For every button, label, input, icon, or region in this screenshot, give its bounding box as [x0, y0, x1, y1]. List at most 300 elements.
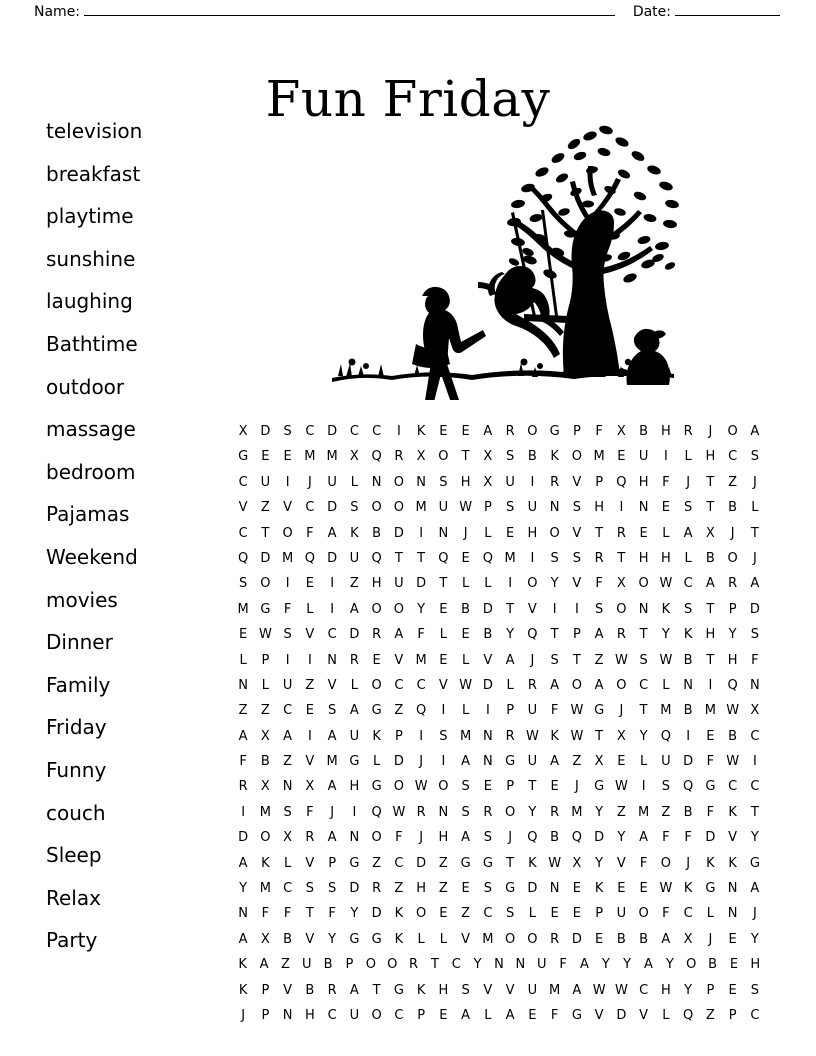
grid-cell[interactable]: O — [686, 957, 697, 973]
grid-cell[interactable]: L — [462, 576, 470, 592]
grid-cell[interactable]: O — [393, 474, 404, 490]
grid-cell[interactable]: W — [258, 627, 272, 643]
grid-cell[interactable]: I — [441, 754, 446, 770]
grid-cell[interactable]: X — [349, 449, 359, 465]
grid-cell[interactable]: E — [439, 652, 448, 668]
grid-cell[interactable]: P — [572, 627, 581, 643]
grid-cell[interactable]: E — [506, 525, 515, 541]
grid-cell[interactable]: L — [417, 931, 425, 947]
word-list-item[interactable]: playtime — [46, 204, 134, 229]
grid-cell[interactable]: H — [438, 982, 449, 998]
grid-cell[interactable]: Z — [280, 957, 290, 973]
grid-cell[interactable]: C — [639, 677, 649, 693]
grid-cell[interactable]: B — [260, 754, 270, 770]
grid-cell[interactable]: T — [617, 550, 626, 566]
grid-cell[interactable]: R — [416, 804, 426, 820]
grid-cell[interactable]: T — [528, 779, 537, 795]
grid-cell[interactable]: G — [705, 881, 716, 897]
grid-cell[interactable]: Y — [623, 957, 632, 973]
grid-cell[interactable]: M — [460, 728, 472, 744]
grid-cell[interactable]: J — [241, 1007, 246, 1023]
grid-cell[interactable]: T — [305, 906, 314, 922]
grid-cell[interactable]: L — [484, 525, 492, 541]
grid-cell[interactable]: X — [594, 754, 604, 770]
date-input-line[interactable] — [675, 4, 780, 16]
grid-cell[interactable]: J — [730, 525, 735, 541]
grid-cell[interactable]: Y — [239, 881, 248, 897]
grid-cell[interactable]: K — [683, 627, 693, 643]
grid-cell[interactable]: J — [686, 474, 691, 490]
grid-cell[interactable]: C — [728, 779, 738, 795]
grid-cell[interactable]: E — [283, 449, 292, 465]
grid-cell[interactable]: N — [238, 677, 248, 693]
word-list-item[interactable]: Family — [46, 672, 111, 697]
grid-cell[interactable]: I — [708, 677, 713, 693]
grid-cell[interactable]: S — [572, 500, 581, 516]
grid-cell[interactable]: O — [416, 906, 427, 922]
grid-cell[interactable]: E — [239, 627, 248, 643]
grid-cell[interactable]: A — [394, 627, 404, 643]
word-list-item[interactable]: couch — [46, 800, 106, 825]
grid-cell[interactable]: R — [505, 424, 515, 439]
grid-cell[interactable]: K — [372, 728, 381, 744]
grid-cell[interactable]: D — [238, 830, 249, 846]
grid-cell[interactable]: K — [528, 855, 537, 871]
grid-cell[interactable]: S — [683, 500, 693, 516]
grid-cell[interactable]: L — [640, 754, 648, 770]
grid-cell[interactable]: O — [438, 449, 449, 465]
grid-cell[interactable]: P — [261, 982, 270, 998]
grid-cell[interactable]: O — [393, 779, 404, 795]
grid-cell[interactable]: B — [639, 424, 649, 439]
grid-cell[interactable]: S — [550, 652, 559, 668]
grid-cell[interactable]: R — [683, 424, 693, 439]
grid-cell[interactable]: Z — [349, 576, 359, 592]
grid-cell[interactable]: Q — [527, 627, 538, 643]
grid-cell[interactable]: L — [261, 677, 269, 693]
grid-cell[interactable]: T — [430, 957, 439, 973]
grid-cell[interactable]: K — [661, 601, 671, 617]
grid-cell[interactable]: X — [616, 576, 626, 592]
grid-cell[interactable]: G — [371, 703, 382, 719]
grid-cell[interactable]: M — [704, 703, 716, 719]
grid-cell[interactable]: N — [438, 525, 449, 541]
grid-cell[interactable]: I — [307, 728, 312, 744]
grid-cell[interactable]: G — [594, 779, 605, 795]
grid-cell[interactable]: K — [238, 982, 248, 998]
grid-cell[interactable]: O — [260, 830, 271, 846]
grid-cell[interactable]: S — [594, 601, 604, 617]
grid-cell[interactable]: E — [617, 449, 626, 465]
grid-cell[interactable]: R — [616, 627, 626, 643]
grid-cell[interactable]: Z — [438, 855, 448, 871]
grid-cell[interactable]: T — [439, 576, 448, 592]
grid-cell[interactable]: L — [484, 1007, 492, 1023]
grid-cell[interactable]: V — [305, 627, 315, 643]
grid-cell[interactable]: U — [505, 474, 515, 490]
grid-cell[interactable]: J — [508, 830, 513, 846]
grid-cell[interactable]: E — [461, 627, 470, 643]
grid-cell[interactable]: R — [238, 779, 248, 795]
word-list-item[interactable]: Bathtime — [46, 331, 138, 356]
grid-cell[interactable]: L — [284, 855, 292, 871]
grid-cell[interactable]: A — [283, 728, 293, 744]
grid-cell[interactable]: N — [282, 779, 293, 795]
grid-cell[interactable]: E — [729, 957, 739, 973]
grid-cell[interactable]: T — [461, 449, 470, 465]
grid-cell[interactable]: J — [619, 703, 624, 719]
grid-cell[interactable]: H — [660, 550, 671, 566]
grid-cell[interactable]: O — [371, 1007, 382, 1023]
grid-cell[interactable]: Y — [728, 627, 737, 643]
grid-cell[interactable]: O — [260, 576, 271, 592]
grid-cell[interactable]: U — [527, 754, 538, 770]
grid-cell[interactable]: N — [638, 500, 649, 516]
grid-cell[interactable]: S — [750, 982, 759, 998]
grid-cell[interactable]: W — [570, 728, 584, 744]
grid-cell[interactable]: Z — [283, 754, 293, 770]
grid-cell[interactable]: W — [392, 804, 406, 820]
grid-cell[interactable]: V — [572, 576, 582, 592]
grid-cell[interactable]: A — [461, 830, 471, 846]
grid-cell[interactable]: O — [393, 601, 404, 617]
grid-cell[interactable]: O — [371, 677, 382, 693]
grid-cell[interactable]: O — [371, 601, 382, 617]
grid-cell[interactable]: L — [306, 601, 314, 617]
grid-cell[interactable]: D — [683, 754, 694, 770]
grid-cell[interactable]: N — [638, 601, 649, 617]
grid-cell[interactable]: S — [305, 881, 314, 897]
grid-cell[interactable]: F — [706, 754, 715, 770]
grid-cell[interactable]: R — [550, 931, 560, 947]
grid-cell[interactable]: X — [572, 855, 582, 871]
grid-cell[interactable]: Y — [595, 855, 604, 871]
grid-cell[interactable]: V — [394, 652, 404, 668]
grid-cell[interactable]: E — [461, 881, 470, 897]
grid-cell[interactable]: U — [282, 677, 293, 693]
grid-cell[interactable]: C — [305, 500, 315, 516]
grid-cell[interactable]: P — [417, 1007, 426, 1023]
grid-cell[interactable]: V — [639, 1007, 649, 1023]
grid-cell[interactable]: L — [662, 525, 670, 541]
grid-cell[interactable]: S — [439, 474, 448, 490]
grid-cell[interactable]: A — [327, 779, 337, 795]
grid-cell[interactable]: B — [683, 652, 693, 668]
grid-cell[interactable]: E — [617, 881, 626, 897]
grid-cell[interactable]: D — [260, 424, 271, 439]
grid-cell[interactable]: F — [283, 906, 292, 922]
grid-cell[interactable]: J — [752, 906, 757, 922]
grid-cell[interactable]: H — [438, 830, 449, 846]
grid-cell[interactable]: C — [750, 728, 760, 744]
grid-cell[interactable]: F — [306, 525, 314, 541]
grid-cell[interactable]: P — [728, 1007, 737, 1023]
grid-cell[interactable]: S — [550, 550, 559, 566]
grid-cell[interactable]: L — [528, 906, 536, 922]
grid-cell[interactable]: A — [750, 576, 760, 592]
grid-cell[interactable]: V — [505, 982, 515, 998]
grid-cell[interactable]: C — [394, 855, 404, 871]
grid-cell[interactable]: Y — [417, 601, 426, 617]
grid-cell[interactable]: P — [506, 703, 515, 719]
grid-cell[interactable]: V — [438, 677, 448, 693]
grid-cell[interactable]: U — [302, 957, 312, 973]
grid-cell[interactable]: U — [394, 576, 404, 592]
grid-cell[interactable]: S — [572, 550, 581, 566]
word-list-item[interactable]: movies — [46, 587, 118, 612]
grid-cell[interactable]: L — [350, 474, 358, 490]
grid-cell[interactable]: Q — [727, 677, 738, 693]
grid-cell[interactable]: X — [260, 728, 270, 744]
grid-cell[interactable]: R — [349, 652, 359, 668]
grid-cell[interactable]: A — [579, 957, 589, 973]
grid-cell[interactable]: Q — [660, 728, 671, 744]
grid-cell[interactable]: C — [451, 957, 461, 973]
grid-cell[interactable]: H — [705, 627, 716, 643]
grid-cell[interactable]: A — [550, 677, 560, 693]
grid-cell[interactable]: G — [594, 703, 605, 719]
grid-cell[interactable]: L — [462, 652, 470, 668]
grid-cell[interactable]: D — [527, 881, 538, 897]
grid-cell[interactable]: T — [394, 550, 403, 566]
grid-cell[interactable]: G — [482, 855, 493, 871]
grid-cell[interactable]: V — [283, 500, 293, 516]
grid-cell[interactable]: P — [506, 779, 515, 795]
grid-cell[interactable]: T — [506, 601, 515, 617]
grid-cell[interactable]: V — [616, 855, 626, 871]
grid-cell[interactable]: D — [482, 601, 493, 617]
grid-cell[interactable]: N — [750, 677, 760, 693]
grid-cell[interactable]: K — [706, 855, 715, 871]
grid-cell[interactable]: P — [572, 424, 581, 439]
grid-cell[interactable]: I — [419, 525, 424, 541]
word-list-item[interactable]: Funny — [46, 757, 107, 782]
grid-cell[interactable]: F — [706, 804, 715, 820]
grid-cell[interactable]: Z — [661, 804, 671, 820]
grid-cell[interactable]: T — [595, 525, 604, 541]
grid-cell[interactable]: Z — [305, 677, 315, 693]
grid-cell[interactable]: D — [594, 830, 605, 846]
grid-cell[interactable]: H — [594, 500, 605, 516]
grid-cell[interactable]: V — [594, 1007, 604, 1023]
grid-cell[interactable]: D — [416, 576, 427, 592]
grid-cell[interactable]: F — [662, 830, 670, 846]
grid-cell[interactable]: M — [549, 982, 561, 998]
grid-cell[interactable]: R — [394, 449, 404, 465]
grid-cell[interactable]: G — [349, 931, 360, 947]
grid-cell[interactable]: B — [705, 550, 715, 566]
grid-cell[interactable]: G — [705, 779, 716, 795]
grid-cell[interactable]: U — [438, 500, 449, 516]
grid-cell[interactable]: S — [283, 804, 292, 820]
grid-cell[interactable]: L — [350, 677, 358, 693]
grid-cell[interactable]: O — [371, 830, 382, 846]
grid-cell[interactable]: U — [527, 982, 538, 998]
grid-cell[interactable]: E — [461, 550, 470, 566]
grid-cell[interactable]: F — [684, 830, 692, 846]
grid-cell[interactable]: U — [638, 449, 649, 465]
grid-cell[interactable]: X — [616, 424, 626, 439]
grid-cell[interactable]: S — [327, 881, 337, 897]
grid-cell[interactable]: T — [706, 652, 715, 668]
grid-cell[interactable]: F — [283, 601, 292, 617]
grid-cell[interactable]: X — [305, 779, 315, 795]
grid-cell[interactable]: C — [416, 677, 426, 693]
grid-cell[interactable]: W — [459, 677, 473, 693]
grid-cell[interactable]: L — [462, 703, 470, 719]
grid-cell[interactable]: N — [238, 906, 248, 922]
grid-cell[interactable]: E — [439, 1007, 448, 1023]
grid-cell[interactable]: P — [728, 601, 737, 617]
grid-cell[interactable]: S — [639, 652, 648, 668]
grid-cell[interactable]: M — [415, 500, 427, 516]
grid-cell[interactable]: Q — [371, 550, 382, 566]
grid-cell[interactable]: T — [261, 525, 270, 541]
grid-cell[interactable]: E — [639, 525, 648, 541]
grid-cell[interactable]: F — [595, 576, 603, 592]
grid-cell[interactable]: U — [536, 957, 547, 973]
grid-cell[interactable]: E — [372, 652, 381, 668]
grid-cell[interactable]: I — [285, 652, 290, 668]
grid-cell[interactable]: W — [614, 982, 628, 998]
word-list-item[interactable]: sunshine — [46, 246, 136, 271]
grid-cell[interactable]: B — [305, 982, 315, 998]
grid-cell[interactable]: Z — [705, 1007, 715, 1023]
grid-cell[interactable]: W — [570, 703, 584, 719]
grid-cell[interactable]: J — [708, 424, 713, 439]
grid-cell[interactable]: H — [727, 652, 738, 668]
grid-cell[interactable]: C — [750, 779, 760, 795]
grid-cell[interactable]: O — [616, 677, 627, 693]
grid-cell[interactable]: L — [684, 449, 692, 465]
grid-cell[interactable]: O — [371, 500, 382, 516]
grid-cell[interactable]: Q — [238, 550, 249, 566]
grid-cell[interactable]: C — [349, 424, 359, 439]
grid-cell[interactable]: A — [639, 830, 649, 846]
grid-cell[interactable]: A — [349, 601, 359, 617]
grid-cell[interactable]: G — [349, 855, 360, 871]
grid-cell[interactable]: G — [505, 881, 516, 897]
grid-cell[interactable]: E — [439, 906, 448, 922]
grid-cell[interactable]: J — [530, 652, 535, 668]
grid-cell[interactable]: I — [419, 728, 424, 744]
grid-cell[interactable]: J — [463, 525, 468, 541]
grid-cell[interactable]: A — [349, 703, 359, 719]
grid-cell[interactable]: R — [372, 627, 382, 643]
grid-cell[interactable]: W — [548, 855, 562, 871]
grid-cell[interactable]: C — [372, 424, 382, 439]
grid-cell[interactable]: S — [483, 830, 492, 846]
grid-cell[interactable]: W — [659, 576, 673, 592]
grid-cell[interactable]: L — [439, 627, 447, 643]
grid-cell[interactable]: S — [750, 449, 759, 465]
grid-cell[interactable]: O — [505, 931, 516, 947]
grid-cell[interactable]: D — [705, 830, 716, 846]
grid-cell[interactable]: R — [483, 804, 493, 820]
grid-cell[interactable]: O — [660, 855, 671, 871]
grid-cell[interactable]: E — [617, 754, 626, 770]
grid-cell[interactable]: T — [595, 728, 604, 744]
grid-cell[interactable]: Y — [473, 957, 482, 973]
grid-cell[interactable]: B — [323, 957, 333, 973]
grid-cell[interactable]: I — [330, 601, 335, 617]
grid-cell[interactable]: C — [283, 703, 293, 719]
grid-cell[interactable]: L — [706, 906, 714, 922]
grid-cell[interactable]: C — [283, 881, 293, 897]
grid-cell[interactable]: J — [708, 931, 713, 947]
grid-cell[interactable]: E — [483, 779, 492, 795]
grid-cell[interactable]: T — [639, 627, 648, 643]
grid-cell[interactable]: A — [705, 576, 715, 592]
grid-cell[interactable]: E — [706, 728, 715, 744]
grid-cell[interactable]: S — [505, 906, 515, 922]
grid-cell[interactable]: K — [416, 982, 426, 998]
grid-cell[interactable]: F — [595, 424, 603, 439]
grid-cell[interactable]: R — [305, 830, 315, 846]
grid-cell[interactable]: K — [350, 525, 359, 541]
grid-cell[interactable]: U — [260, 474, 271, 490]
grid-cell[interactable]: G — [260, 601, 271, 617]
grid-cell[interactable]: C — [750, 1007, 760, 1023]
grid-cell[interactable]: W — [659, 881, 673, 897]
word-list-item[interactable]: breakfast — [46, 161, 141, 186]
grid-cell[interactable]: B — [728, 500, 738, 516]
grid-cell[interactable]: G — [749, 855, 760, 871]
grid-cell[interactable]: O — [549, 525, 560, 541]
grid-cell[interactable]: F — [328, 906, 336, 922]
grid-cell[interactable]: F — [550, 703, 559, 719]
grid-cell[interactable]: C — [327, 627, 337, 643]
grid-cell[interactable]: E — [550, 906, 559, 922]
grid-cell[interactable]: O — [638, 576, 649, 592]
grid-cell[interactable]: F — [395, 830, 403, 846]
grid-cell[interactable]: I — [285, 576, 290, 592]
grid-cell[interactable]: O — [393, 500, 404, 516]
grid-cell[interactable]: V — [305, 855, 315, 871]
grid-cell[interactable]: A — [238, 931, 248, 947]
grid-cell[interactable]: Q — [371, 804, 382, 820]
grid-cell[interactable]: W — [726, 703, 740, 719]
grid-cell[interactable]: Z — [394, 703, 404, 719]
grid-cell[interactable]: B — [461, 601, 471, 617]
grid-cell[interactable]: S — [683, 601, 693, 617]
word-list-item[interactable]: Relax — [46, 885, 101, 910]
grid-cell[interactable]: I — [574, 601, 579, 617]
grid-cell[interactable]: F — [662, 906, 670, 922]
grid-cell[interactable]: H — [460, 474, 471, 490]
grid-cell[interactable]: D — [327, 424, 338, 439]
grid-cell[interactable]: E — [305, 703, 314, 719]
grid-cell[interactable]: B — [728, 728, 738, 744]
grid-cell[interactable]: T — [506, 855, 515, 871]
grid-cell[interactable]: A — [327, 830, 337, 846]
grid-cell[interactable]: F — [751, 652, 759, 668]
grid-cell[interactable]: X — [483, 474, 493, 490]
grid-cell[interactable]: L — [373, 754, 381, 770]
grid-cell[interactable]: O — [282, 525, 293, 541]
grid-cell[interactable]: C — [683, 576, 693, 592]
grid-cell[interactable]: J — [419, 754, 424, 770]
grid-cell[interactable]: T — [750, 525, 759, 541]
grid-cell[interactable]: I — [285, 474, 290, 490]
grid-cell[interactable]: L — [662, 677, 670, 693]
grid-cell[interactable]: I — [485, 703, 490, 719]
grid-cell[interactable]: Z — [394, 881, 404, 897]
grid-cell[interactable]: Q — [683, 1007, 694, 1023]
grid-cell[interactable]: N — [349, 830, 360, 846]
grid-cell[interactable]: F — [306, 804, 314, 820]
grid-cell[interactable]: X — [705, 525, 715, 541]
